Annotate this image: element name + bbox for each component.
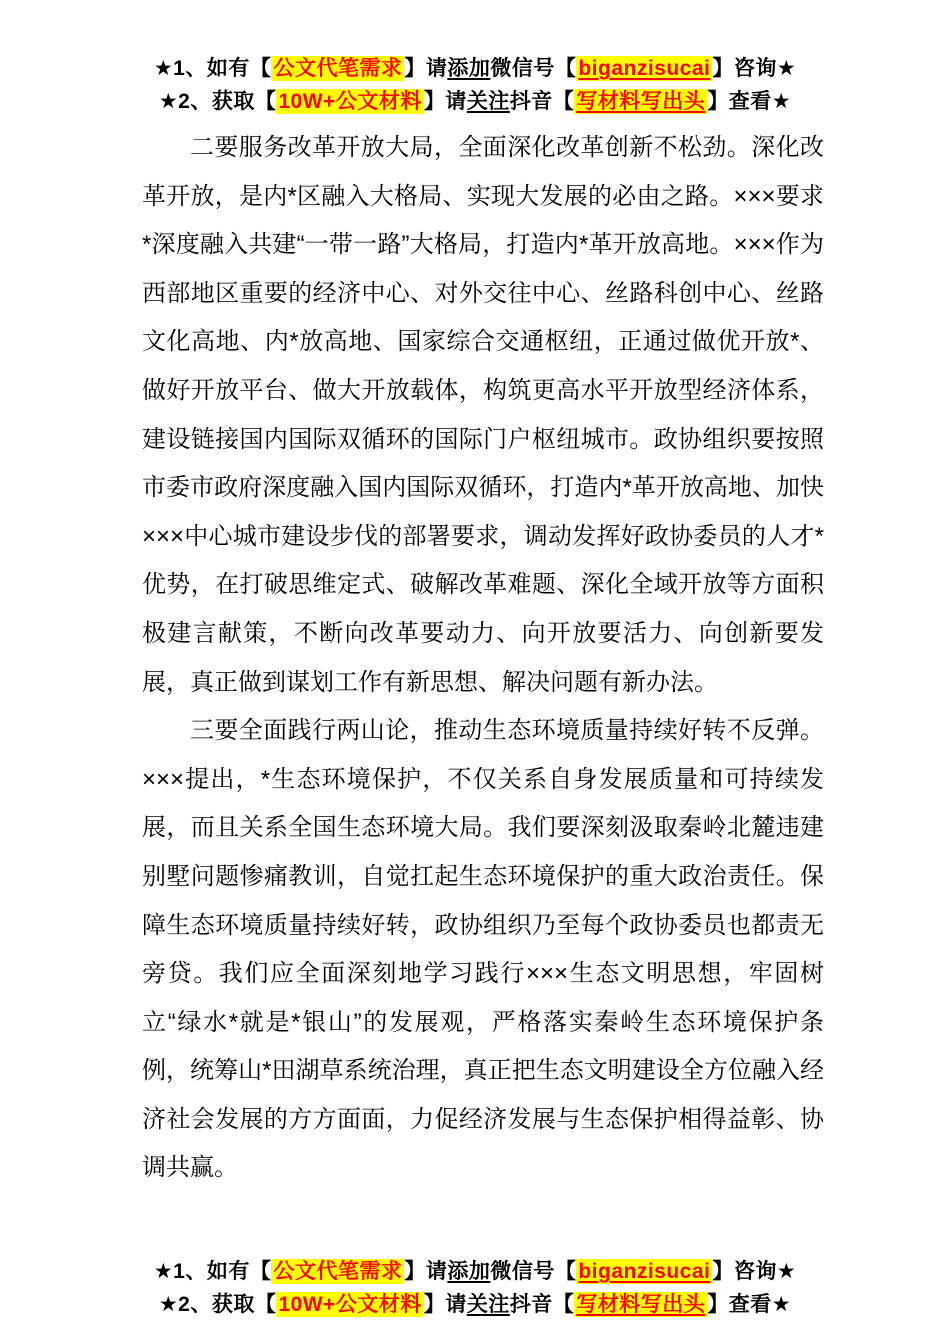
promo-segment-plain: ★1、如有【 [153,1260,272,1284]
document-body [142,124,824,1193]
promo-segment-red-highlight: 10W+公文材料 [278,90,422,113]
promo-banner-bottom [0,1255,950,1321]
promo-segment-plain: 】请 [404,1260,448,1284]
promo-segment-plain: ★2、获取【 [158,1293,277,1317]
promo-segment-red-highlight-underline: biganzisucai [578,57,711,80]
promo-segment-red-highlight: 10W+公文材料 [278,1293,422,1317]
promo-line-2 [0,1288,950,1321]
promo-segment-red-highlight-underline: biganzisucai [578,1260,711,1284]
promo-segment-plain: 抖音【 [509,1293,575,1317]
promo-segment-plain: 】请 [423,1293,467,1317]
promo-line-1 [0,52,950,85]
promo-segment-underline: 添加 [447,57,491,80]
promo-line-2 [0,85,950,118]
promo-segment-red-highlight-underline: 写材料写出头 [576,1293,706,1317]
promo-segment-plain: 】请 [404,57,448,80]
body-paragraph: 三要全面践行两山论，推动生态环境质量持续好转不反弹。×××提出，*生态环境保护，不仅关系自身发展质量和可持续发展，而且关系全国生态环境大局。我们要深刻汲取秦岭北麓违建别墅问题惨痛教训，自觉扛起生态环境保护的重大政治责任。保障生态环境质量持续好转，政协组织乃至每个政协委员也都责无旁贷。我们应全面深刻地学习践行×××生态文明思想，牢固树立“绿水*就是*银山”的发展观，严格落实秦岭生态环境保护条例，统筹山*田湖草系统治理，真正把生态文明建设全方位融入经济社会发展的方方面面，力促经济发展与生态保护相得益彰、协调共赢。 [142,717,824,1182]
promo-segment-underline: 关注 [466,1293,510,1317]
promo-line-1 [0,1255,950,1288]
promo-segment-plain: 】咨询★ [712,1260,797,1284]
promo-segment-red-highlight: 公文代笔需求 [273,1260,403,1284]
promo-segment-plain: 】查看★ [707,1293,792,1317]
promo-segment-plain: ★2、获取【 [158,90,277,113]
promo-segment-red-highlight-underline: 写材料写出头 [576,90,706,113]
promo-segment-plain: ★1、如有【 [153,57,272,80]
body-paragraph: 二要服务改革开放大局，全面深化改革创新不松劲。深化改革开放，是内*区融入大格局、实现大发展的必由之路。×××要求*深度融入共建“一带一路”大格局，打造内*革开放高地。×××作为西部地区重要的经济中心、对外交往中心、丝路科创中心、丝路文化高地、内*放高地、国家综合交通枢纽，正通过做优开放*、做好开放平台、做大开放载体，构筑更高水平开放型经济体系，建设链接国内国际双循环的国际门户枢纽城市。政协组织要按照市委市政府深度融入国内国际双循环，打造内*革开放高地、加快×××中心城市建设步伐的部署要求，调动发挥好政协委员的人才*优势，在打破思维定式、破解改革难题、深化全域开放等方面积极建言献策，不断向改革要动力、向开放要活力、向创新要发展，真正做到谋划工作有新思想、解决问题有新办法。 [142,134,824,696]
promo-segment-red-highlight: 公文代笔需求 [273,57,403,80]
promo-segment-underline: 添加 [447,1260,491,1284]
promo-segment-plain: 微信号【 [490,57,577,80]
promo-segment-plain: 】咨询★ [712,57,797,80]
promo-segment-underline: 关注 [466,90,510,113]
promo-segment-plain: 微信号【 [490,1260,577,1284]
promo-segment-plain: 】查看★ [707,90,792,113]
promo-banner-top [0,0,950,118]
promo-segment-plain: 抖音【 [509,90,575,113]
promo-segment-plain: 】请 [423,90,467,113]
